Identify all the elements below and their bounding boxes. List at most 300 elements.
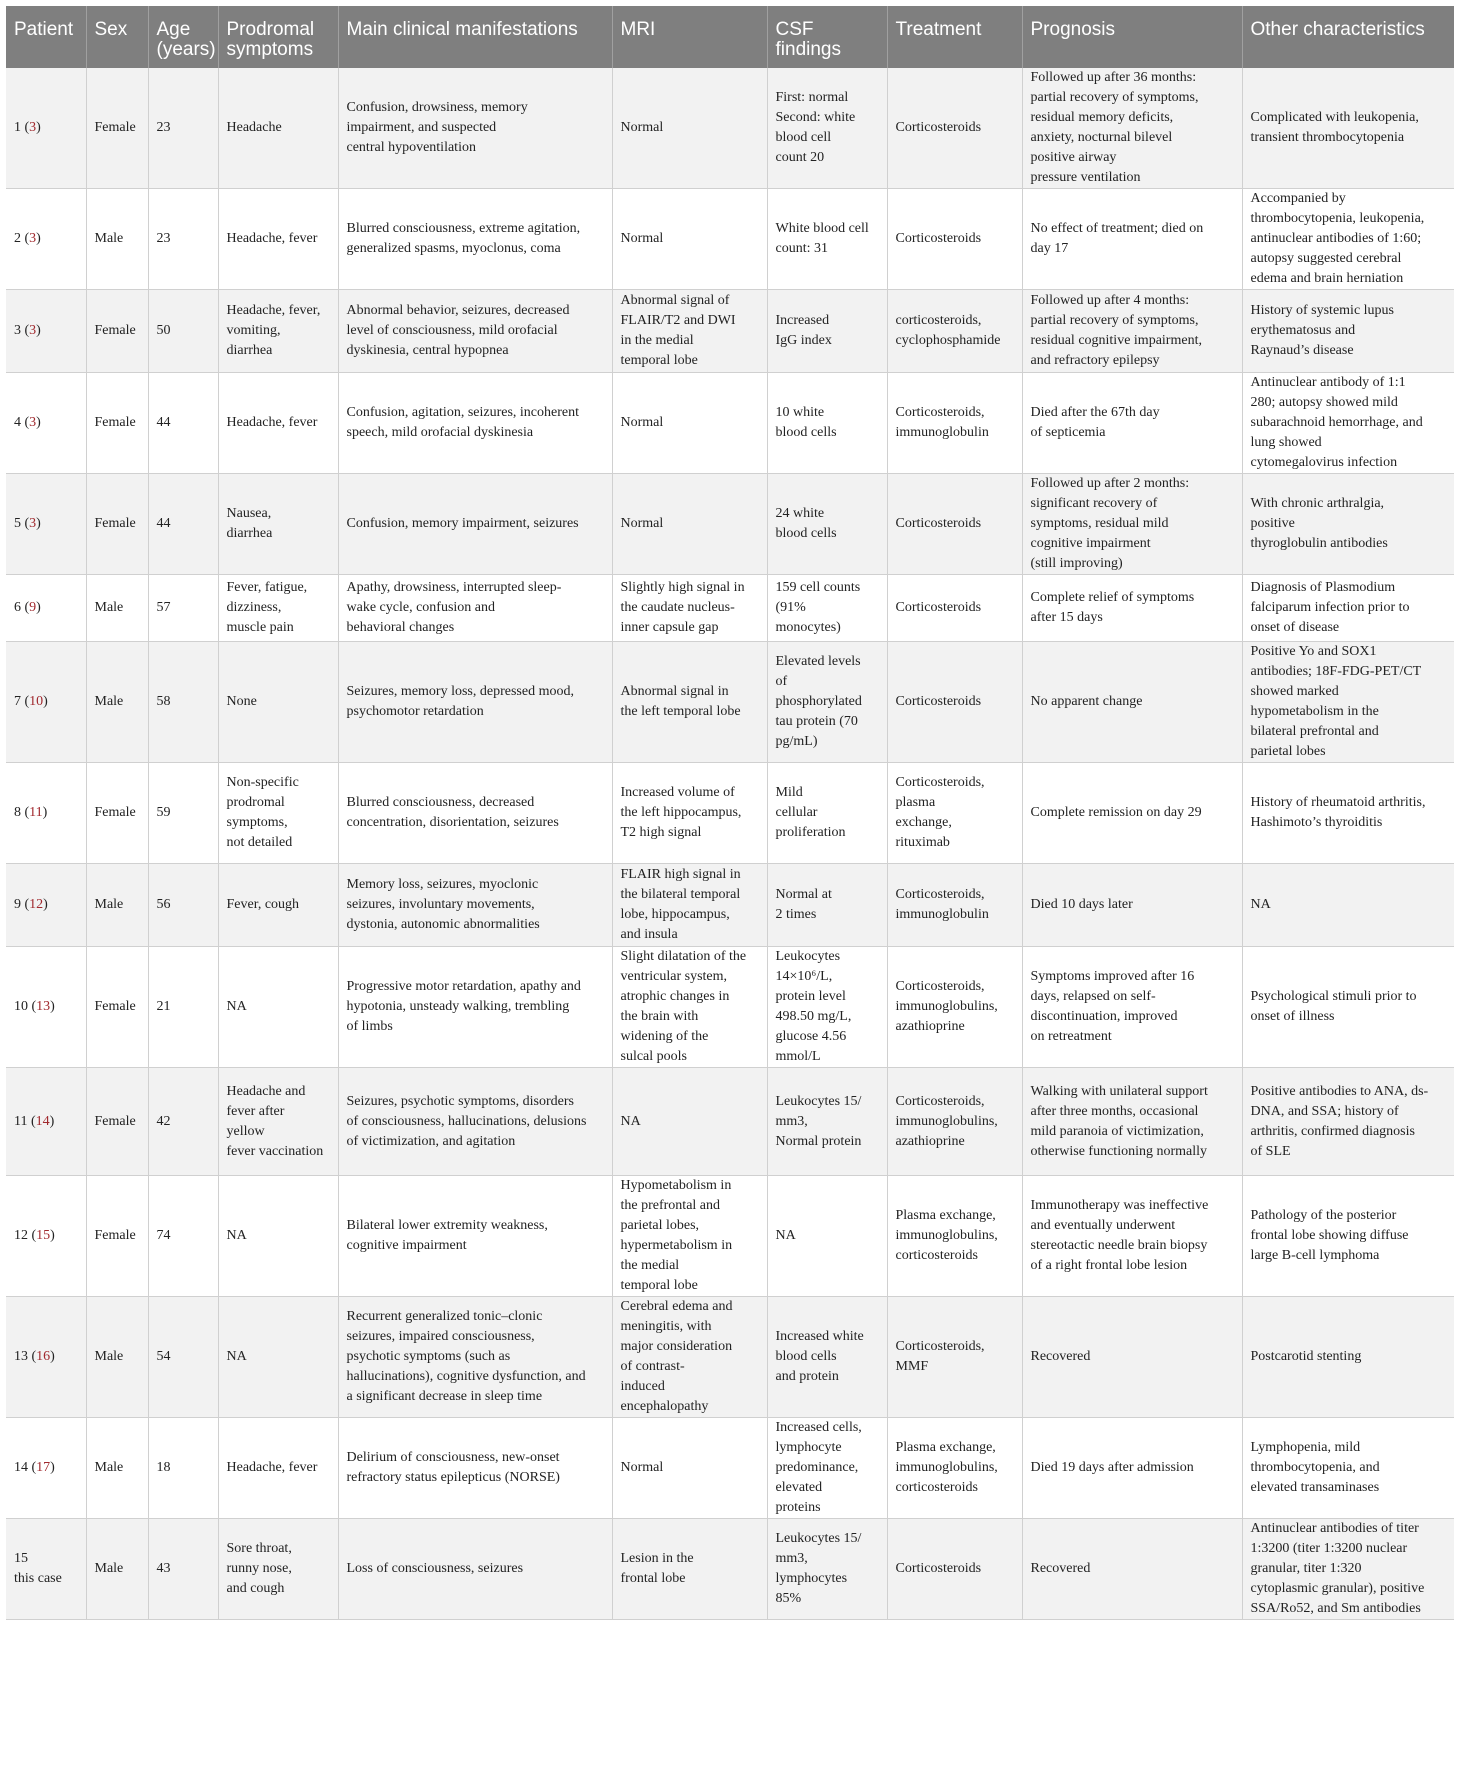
header-label: Other characteristics [1250,19,1425,40]
age-cell: 21 [148,947,218,1068]
treatment-cell-line: Corticosteroids, [895,887,985,902]
prognosis-cell-line: Followed up after 2 months: [1030,476,1190,491]
treatment-cell-line: rituximab [895,835,950,850]
reference-link[interactable]: 12 [29,897,44,912]
mri-cell-line: the medial [620,1258,680,1273]
other-cell [1242,1418,1454,1519]
other-cell-line: lung showed [1250,435,1322,450]
mri-cell-line: temporal lobe [620,353,698,368]
mri-cell-line: T2 high signal [620,825,702,840]
prodromal-cell-line: NA [226,999,247,1014]
other-cell-line: Hashimoto’s thyroiditis [1250,815,1383,830]
prognosis-cell-line: day 17 [1030,241,1069,256]
prognosis-cell [1022,1418,1242,1519]
mri-cell-line: inner capsule gap [620,620,719,635]
other-cell [1242,1519,1454,1620]
patient-cell: 10 (13) [6,947,86,1068]
csf-cell-line: proliferation [775,825,846,840]
table-row [6,1176,1454,1297]
mri-cell-line: widening of the [620,1029,709,1044]
other-cell-line: Raynaud’s disease [1250,343,1354,358]
csf-cell-line: (91% [775,600,806,615]
reference-link[interactable]: 3 [29,516,37,531]
treatment-cell-line: Corticosteroids [895,694,982,709]
manifestations-cell [338,189,612,290]
csf-cell-line: count 20 [775,150,825,165]
other-cell-line: of SLE [1250,1143,1291,1159]
prognosis-cell [1022,373,1242,474]
treatment-cell-line: plasma [895,795,936,810]
prodromal-cell [218,1176,338,1297]
other-cell-line: elevated transaminases [1250,1480,1380,1495]
patient-cell: 12 (15) [6,1176,86,1297]
mri-cell [612,575,767,642]
mri-cell-line: the left temporal lobe [620,704,741,719]
prognosis-cell-line: anxiety, nocturnal bilevel [1030,130,1173,145]
mri-cell-line: and insula [620,927,678,942]
manifestations-cell-line: a significant decrease in sleep time [346,1389,543,1404]
mri-cell-line: Abnormal signal of [620,293,730,308]
other-cell-line: Postcarotid stenting [1250,1349,1362,1364]
other-cell-line: 1:3200 (titer 1:3200 nuclear [1250,1541,1408,1556]
manifestations-cell [338,642,612,763]
manifestations-cell-line: Blurred consciousness, extreme agitation, [346,221,581,236]
mri-cell [612,1297,767,1418]
other-cell-line: onset of disease [1250,620,1340,635]
reference-link[interactable]: 10 [29,694,44,709]
age-cell: 50 [148,290,218,373]
mri-cell-line: encephalopathy [620,1399,709,1414]
mri-cell-line: induced [620,1379,665,1394]
manifestations-cell-line: Recurrent generalized tonic–clonic [346,1309,543,1324]
patient-cell: 13 (16) [6,1297,86,1418]
prodromal-cell [218,763,338,864]
manifestations-cell-line: Confusion, agitation, seizures, incoherent [346,405,579,420]
csf-cell [767,763,887,864]
prognosis-cell-line: cognitive impairment [1030,536,1151,551]
column-header-prognosis [1022,6,1242,68]
treatment-cell [887,864,1022,947]
treatment-cell [887,373,1022,474]
csf-cell-line: protein level [775,989,846,1004]
patient-number: 4 [14,415,21,430]
header-label: Prognosis [1030,19,1115,40]
age-cell: 57 [148,575,218,642]
prognosis-cell-line: Died 10 days later [1030,897,1133,912]
manifestations-cell [338,763,612,864]
other-cell [1242,373,1454,474]
mri-cell-line: lobe, hippocampus, [620,907,730,922]
mri-cell-line: parietal lobes, [620,1218,700,1233]
csf-cell-line: NA [775,1228,796,1243]
table-row [6,189,1454,290]
reference-link[interactable]: 3 [29,323,37,338]
table-body [6,68,1454,1620]
other-cell-line: 280; autopsy showed mild [1250,395,1398,410]
manifestations-cell-line: cognitive impairment [346,1238,467,1253]
prognosis-cell-line: symptoms, residual mild [1030,516,1169,531]
patient-number: 8 [14,805,21,820]
treatment-cell [887,290,1022,373]
prodromal-cell [218,1297,338,1418]
treatment-cell [887,189,1022,290]
prognosis-cell-line: of a right frontal lobe lesion [1030,1258,1188,1273]
age-cell: 23 [148,68,218,189]
prognosis-cell-line: significant recovery of [1030,496,1158,511]
prodromal-cell [218,373,338,474]
csf-cell [767,947,887,1068]
sex-cell: Female [86,1068,148,1176]
manifestations-cell-line: Seizures, memory loss, depressed mood, [346,684,574,699]
manifestations-cell-line: psychomotor retardation [346,704,484,719]
patient-cell: 8 (11) [6,763,86,864]
prognosis-cell-line: on retreatment [1030,1029,1112,1044]
treatment-cell-line: corticosteroids, [895,313,982,328]
prognosis-cell-line: Symptoms improved after 16 [1030,969,1195,984]
column-header-manifestations [338,6,612,68]
csf-cell [767,864,887,947]
mri-cell [612,373,767,474]
mri-cell-line: Lesion in the [620,1551,694,1566]
other-cell-line: Complicated with leukopenia, [1250,110,1419,125]
treatment-cell [887,1176,1022,1297]
prodromal-cell-line: Sore throat, [226,1541,292,1556]
patient-number: 13 [14,1349,28,1364]
treatment-cell-line: Corticosteroids [895,516,982,531]
csf-cell-line: Normal at [775,887,832,902]
other-cell-line: frontal lobe showing diffuse [1250,1228,1409,1243]
age-cell: 23 [148,189,218,290]
reference-link[interactable]: 9 [29,600,37,615]
csf-cell-line: Increased cells, [775,1420,862,1435]
treatment-cell-line: MMF [895,1359,929,1374]
prognosis-cell-line: mild paranoia of victimization, [1030,1123,1204,1139]
csf-cell-line: pg/mL) [775,734,818,749]
other-cell [1242,947,1454,1068]
prognosis-cell-line: Followed up after 36 months: [1030,70,1197,85]
prodromal-cell [218,1068,338,1176]
prodromal-cell [218,474,338,575]
reference-link[interactable]: 3 [29,415,37,430]
sex-cell: Female [86,1176,148,1297]
csf-cell [767,1519,887,1620]
manifestations-cell-line: Blurred consciousness, decreased [346,795,535,810]
csf-cell-line: IgG index [775,333,832,348]
prodromal-cell-line: NA [226,1228,247,1243]
age-cell: 56 [148,864,218,947]
manifestations-cell [338,290,612,373]
mri-cell-line: in the medial [620,333,694,348]
prodromal-cell-line: vomiting, [226,323,281,338]
manifestations-cell [338,373,612,474]
column-header-other [1242,6,1454,68]
age-cell: 43 [148,1519,218,1620]
patient-cell: 11 (14) [6,1068,86,1176]
csf-cell-line: Leukocytes 15/ [775,1531,862,1546]
treatment-cell [887,763,1022,864]
mri-cell-line: Normal [620,1460,664,1475]
table-row [6,642,1454,763]
treatment-cell [887,1297,1022,1418]
csf-cell [767,1176,887,1297]
csf-cell-line: 24 white [775,506,825,521]
csf-cell-line: 498.50 mg/L, [775,1009,852,1024]
sex-cell: Male [86,189,148,290]
manifestations-cell-line: hallucinations), cognitive dysfunction, and [346,1369,586,1384]
age-cell: 44 [148,373,218,474]
manifestations-cell-line: speech, mild orofacial dyskinesia [346,425,534,440]
prognosis-cell-line: residual memory deficits, [1030,110,1174,125]
manifestations-cell [338,1519,612,1620]
prodromal-cell-line: Headache, fever [226,231,318,246]
manifestations-cell [338,1068,612,1176]
column-header-treatment [887,6,1022,68]
header-label: Age [156,19,191,40]
patient-number: 6 [14,600,21,615]
column-header-patient [6,6,86,68]
mri-cell-line: NA [620,1113,641,1129]
prodromal-cell-line: Fever, cough [226,897,300,912]
reference-link[interactable]: 3 [29,120,37,135]
treatment-cell-line: Corticosteroids, [895,1093,985,1109]
sex-cell: Female [86,763,148,864]
prognosis-cell [1022,575,1242,642]
prognosis-cell [1022,1519,1242,1620]
prodromal-cell-line: Headache, fever [226,1460,318,1475]
treatment-cell [887,947,1022,1068]
mri-cell-line: the bilateral temporal [620,887,741,902]
age-cell: 74 [148,1176,218,1297]
prodromal-cell-line: runny nose, [226,1561,292,1576]
mri-cell-line: FLAIR/T2 and DWI [620,313,736,328]
treatment-cell-line: immunoglobulin [895,425,989,440]
prognosis-cell [1022,1176,1242,1297]
mri-cell-line: Normal [620,120,664,135]
treatment-cell-line: Corticosteroids [895,120,982,135]
other-cell-line: onset of illness [1250,1009,1335,1024]
manifestations-cell-line: level of consciousness, mild orofacial [346,323,558,338]
sex-cell: Male [86,642,148,763]
treatment-cell [887,474,1022,575]
manifestations-cell-line: Confusion, drowsiness, memory [346,100,528,115]
column-header-csf [767,6,887,68]
table-row [6,474,1454,575]
prognosis-cell-line: Recovered [1030,1561,1091,1576]
prodromal-cell-line: Fever, fatigue, [226,580,308,595]
csf-cell-line: mm3, [775,1551,808,1566]
reference-link[interactable]: 11 [29,805,43,820]
other-cell-line: Positive Yo and SOX1 [1250,644,1377,659]
other-cell-line: thrombocytopenia, and [1250,1460,1380,1475]
other-cell-line: parietal lobes [1250,744,1326,759]
csf-cell [767,575,887,642]
treatment-cell-line: immunoglobulin [895,907,989,922]
csf-cell-line: blood cells [775,1349,837,1364]
table-row [6,575,1454,642]
column-header-age [148,6,218,68]
prodromal-cell-line: NA [226,1349,247,1364]
reference-link[interactable]: 16 [36,1349,51,1364]
mri-cell-line: atrophic changes in [620,989,730,1004]
csf-cell [767,642,887,763]
sex-cell: Female [86,373,148,474]
header-label: Prodromal [226,19,315,40]
prognosis-cell-line: discontinuation, improved [1030,1009,1178,1024]
other-cell-line: Antinuclear antibody of 1:1 [1250,375,1406,390]
mri-cell-line: meningitis, with [620,1319,712,1334]
manifestations-cell [338,575,612,642]
prodromal-cell-line: fever vaccination [226,1143,324,1159]
other-cell-line: thyroglobulin antibodies [1250,536,1388,551]
other-cell-line: large B-cell lymphoma [1250,1248,1380,1263]
other-cell-line: bilateral prefrontal and [1250,724,1379,739]
treatment-cell-line: Corticosteroids, [895,979,985,994]
prognosis-cell-line: stereotactic needle brain biopsy [1030,1238,1208,1253]
prognosis-cell-line: after 15 days [1030,610,1103,625]
csf-cell-line: Elevated levels [775,654,861,669]
other-cell [1242,642,1454,763]
prognosis-cell-line: otherwise functioning normally [1030,1143,1208,1159]
reference-link[interactable]: 13 [36,999,51,1014]
patient-number: 1 [14,120,21,135]
treatment-cell-line: Corticosteroids [895,600,982,615]
mri-cell-line: the prefrontal and [620,1198,721,1213]
other-cell-line: History of rheumatoid arthritis, [1250,795,1426,810]
manifestations-cell [338,68,612,189]
table-row [6,1418,1454,1519]
prodromal-cell-line: Headache and [226,1083,306,1099]
prognosis-cell-line: Walking with unilateral support [1030,1083,1208,1099]
mri-cell-line: ventricular system, [620,969,728,984]
patient-cell: 6 (9) [6,575,86,642]
header-label: Main clinical manifestations [346,19,578,40]
manifestations-cell-line: Abnormal behavior, seizures, decreased [346,303,570,318]
prodromal-cell-line: diarrhea [226,343,273,358]
mri-cell-line: major consideration [620,1339,733,1354]
csf-cell-line: elevated [775,1480,823,1495]
treatment-cell-line: immunoglobulins, [895,1113,998,1129]
prognosis-cell-line: Died after the 67th day [1030,405,1160,420]
reference-link[interactable]: 14 [35,1113,50,1129]
prodromal-cell-line: symptoms, [226,815,288,830]
table-row [6,947,1454,1068]
csf-cell-line: of [775,674,788,689]
mri-cell-line: the caudate nucleus- [620,600,735,615]
patient-cell: 14 (17) [6,1418,86,1519]
mri-cell [612,864,767,947]
prognosis-cell-line: positive airway [1030,150,1117,165]
header-label: MRI [620,19,656,40]
other-cell-line: cytoplasmic granular), positive [1250,1581,1425,1596]
header-label: Sex [94,19,128,40]
other-cell [1242,864,1454,947]
sex-cell: Female [86,68,148,189]
patient-cell: 1 (3) [6,68,86,189]
header-label: symptoms [226,39,314,60]
mri-cell [612,1176,767,1297]
csf-cell-line: Mild [775,785,803,800]
mri-cell-line: the left hippocampus, [620,805,742,820]
treatment-cell-line: Plasma exchange, [895,1208,996,1223]
column-header-mri [612,6,767,68]
age-cell: 18 [148,1418,218,1519]
csf-cell-line: Leukocytes [775,949,841,964]
mri-cell-line: Hypometabolism in [620,1178,732,1193]
prodromal-cell-line: prodromal [226,795,285,810]
manifestations-cell-line: Apathy, drowsiness, interrupted sleep- [346,580,562,595]
prodromal-cell [218,189,338,290]
prognosis-cell-line: residual cognitive impairment, [1030,333,1202,348]
manifestations-cell-line: Delirium of consciousness, new-onset [346,1450,560,1465]
prodromal-cell [218,68,338,189]
prognosis-cell-line: (still improving) [1030,556,1123,571]
header-label: Patient [14,19,74,40]
patient-number: 12 [14,1228,28,1243]
other-cell [1242,1068,1454,1176]
csf-cell [767,1418,887,1519]
mri-cell [612,68,767,189]
csf-cell [767,290,887,373]
other-cell-line: showed marked [1250,684,1339,699]
prognosis-cell-line: Died 19 days after admission [1030,1460,1194,1475]
manifestations-cell-line: generalized spasms, myoclonus, coma [346,241,561,256]
manifestations-cell-line: of limbs [346,1019,393,1034]
reference-link[interactable]: 3 [29,231,37,246]
sex-cell: Female [86,474,148,575]
treatment-cell-line: exchange, [895,815,952,830]
manifestations-cell-line: central hypoventilation [346,140,476,155]
prognosis-cell-line: Followed up after 4 months: [1030,293,1190,308]
manifestations-cell [338,1297,612,1418]
reference-link[interactable]: 17 [36,1460,51,1475]
csf-cell [767,1068,887,1176]
prognosis-cell-line: No effect of treatment; died on [1030,221,1204,236]
prodromal-cell-line: Headache, fever [226,415,318,430]
mri-cell-line: Increased volume of [620,785,735,800]
sex-cell: Male [86,1297,148,1418]
prodromal-cell-line: not detailed [226,835,293,850]
manifestations-cell [338,1418,612,1519]
manifestations-cell-line: dyskinesia, central hypopnea [346,343,509,358]
csf-cell-line: cellular [775,805,818,820]
prodromal-cell-line: Non-specific [226,775,299,790]
patient-cell [6,1519,86,1620]
manifestations-cell-line: behavioral changes [346,620,455,635]
sex-cell: Male [86,575,148,642]
prodromal-cell [218,1418,338,1519]
other-cell-line: subarachnoid hemorrhage, and [1250,415,1423,430]
prognosis-cell-line: and eventually underwent [1030,1218,1176,1233]
treatment-cell-line: Corticosteroids, [895,405,985,420]
table-row [6,1068,1454,1176]
manifestations-cell-line: of consciousness, hallucinations, delusions [346,1113,587,1129]
header-row [6,6,1454,68]
other-cell-line: positive [1250,516,1295,531]
mri-cell-line: FLAIR high signal in [620,867,741,882]
patient-cell: 5 (3) [6,474,86,575]
csf-cell [767,68,887,189]
reference-link[interactable]: 15 [36,1228,51,1243]
prognosis-cell [1022,1297,1242,1418]
prognosis-cell [1022,642,1242,763]
table-row [6,763,1454,864]
manifestations-cell-line: hypotonia, unsteady walking, trembling [346,999,570,1014]
header-label: findings [775,39,841,60]
other-cell-line: transient thrombocytopenia [1250,130,1405,145]
other-cell-line: erythematosus and [1250,323,1356,338]
csf-cell-line: blood cells [775,425,837,440]
mri-cell [612,1068,767,1176]
